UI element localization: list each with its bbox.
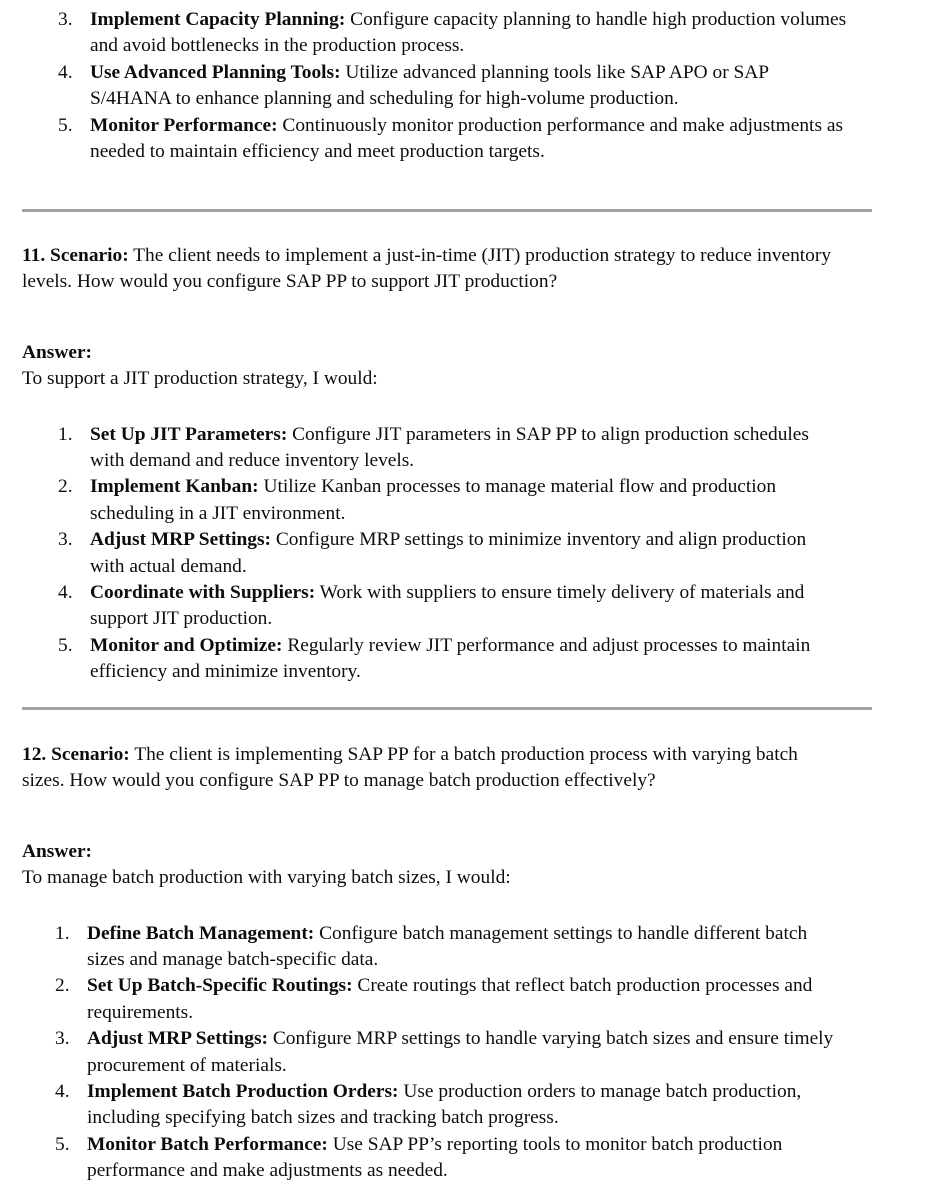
scenario-text: The client needs to implement a just-in-time (JIT) production strategy to reduce inventory levels. How would you configure SAP PP to support JIT production? (22, 245, 832, 293)
list-item-marker: 3. (58, 529, 73, 551)
scenario-paragraph-12 (22, 742, 837, 795)
scenario-paragraph-11 (22, 243, 837, 296)
list-item-lead: Adjust MRP Settings: (87, 1028, 268, 1050)
list-item (55, 1026, 837, 1079)
list-item-body (90, 7, 853, 60)
list-item-marker: 4. (58, 582, 73, 604)
list-item-lead: Implement Kanban: (90, 476, 259, 498)
scenario-number: 12. (22, 744, 47, 765)
list-item-lead: Monitor Batch Performance: (87, 1133, 328, 1155)
list-item-lead: Implement Capacity Planning: (90, 9, 346, 30)
spacer (22, 393, 837, 422)
list-item (55, 973, 837, 1026)
answer-list-12 (55, 921, 837, 1185)
list-item-lead: Set Up Batch-Specific Routings: (87, 975, 353, 997)
list-item-marker: 4. (55, 1081, 70, 1103)
list-item (58, 633, 840, 686)
list-item-body (87, 921, 837, 974)
list-item-lead: Implement Batch Production Orders: (87, 1081, 399, 1103)
list-item (55, 1132, 837, 1185)
list-item-body (87, 1026, 837, 1079)
list-item-text: Configure capacity planning to handle high production volumes and avoid bottlenecks in the production process. (90, 9, 847, 57)
list-item-body (90, 633, 840, 686)
qa-block-12 (22, 742, 837, 1185)
scenario-number: 11. (22, 245, 46, 266)
list-item (58, 474, 840, 527)
list-item-marker: 3. (58, 9, 73, 30)
qa-block-11 (22, 243, 837, 686)
list-item-body (90, 474, 840, 527)
list-item-text: Work with suppliers to ensure timely delivery of materials and support JIT production. (90, 582, 805, 630)
continued-numbered-list (58, 7, 853, 165)
list-item-lead: Adjust MRP Settings: (90, 529, 271, 551)
section-divider (22, 707, 872, 710)
list-item-text: Configure batch management settings to handle different batch sizes and manage batch-specific data. (87, 922, 808, 971)
list-item-marker: 1. (58, 423, 73, 445)
list-item-text: Utilize Kanban processes to manage material flow and production scheduling in a JIT environment. (90, 476, 777, 524)
spacer (22, 892, 837, 921)
list-item-lead: Monitor and Optimize: (90, 634, 283, 656)
list-item-text: Configure JIT parameters in SAP PP to align production schedules with demand and reduce inventory levels. (90, 423, 809, 472)
list-item (58, 527, 840, 580)
list-item-marker: 5. (58, 114, 73, 136)
section-divider (22, 209, 872, 212)
list-item-marker: 1. (55, 922, 70, 944)
list-item-text: Configure MRP settings to handle varying batch sizes and ensure timely procurement of materials. (87, 1028, 834, 1076)
list-item-marker: 4. (58, 61, 73, 83)
scenario-label: Scenario: (50, 245, 129, 266)
list-item-text: Use production orders to manage batch production, including specifying batch sizes and tracking batch progress. (87, 1081, 802, 1129)
list-item-body (90, 580, 840, 633)
list-item (55, 921, 837, 974)
scenario-label: Scenario: (51, 744, 130, 765)
list-item-text: Continuously monitor production performance and make adjustments as needed to maintain efficiency and meet production targets. (90, 114, 843, 163)
list-item-body (90, 527, 840, 580)
answer-intro-11: To support a JIT production strategy, I would: (22, 368, 378, 390)
list-item-body (87, 973, 837, 1026)
list-item-marker: 2. (58, 476, 73, 498)
list-item-marker: 2. (55, 975, 70, 997)
list-item-body (90, 113, 853, 166)
list-item-text: Utilize advanced planning tools like SAP APO or SAP S/4HANA to enhance planning and scheduling for high-volume production. (90, 61, 769, 110)
list-item (58, 7, 853, 60)
list-item-text: Configure MRP settings to minimize inventory and align production with actual demand. (90, 529, 807, 577)
list-item-text: Regularly review JIT performance and adjust processes to maintain efficiency and minimize inventory. (90, 634, 811, 683)
list-item-text: Use SAP PP’s reporting tools to monitor batch production performance and make adjustments as needed. (87, 1133, 783, 1182)
answer-heading-12: Answer: (22, 840, 93, 862)
list-item-marker: 3. (55, 1028, 70, 1050)
list-item-lead: Define Batch Management: (87, 922, 315, 944)
list-item-lead: Monitor Performance: (90, 114, 278, 136)
list-item-body (87, 1132, 837, 1185)
list-item-lead: Coordinate with Suppliers: (90, 582, 316, 604)
list-item-body (90, 422, 840, 475)
list-item (58, 580, 840, 633)
list-item (58, 60, 853, 113)
list-item (58, 422, 840, 475)
list-item-body (90, 60, 853, 113)
list-item-marker: 5. (58, 634, 73, 656)
list-item (58, 113, 853, 166)
answer-list-11 (58, 422, 840, 686)
answer-heading-11: Answer: (22, 341, 93, 363)
list-item-lead: Use Advanced Planning Tools: (90, 61, 341, 83)
spacer (22, 795, 837, 839)
scenario-text: The client is implementing SAP PP for a batch production process with varying batch sizes. How would you configure SAP PP to manage batch production effectively? (22, 744, 798, 792)
list-item-text: Create routings that reflect batch production processes and requirements. (87, 975, 813, 1023)
spacer (22, 296, 837, 340)
answer-intro-12: To manage batch production with varying batch sizes, I would: (22, 867, 511, 889)
list-item-marker: 5. (55, 1133, 70, 1155)
list-item (55, 1079, 837, 1132)
list-item-body (87, 1079, 837, 1132)
list-item-lead: Set Up JIT Parameters: (90, 423, 288, 445)
